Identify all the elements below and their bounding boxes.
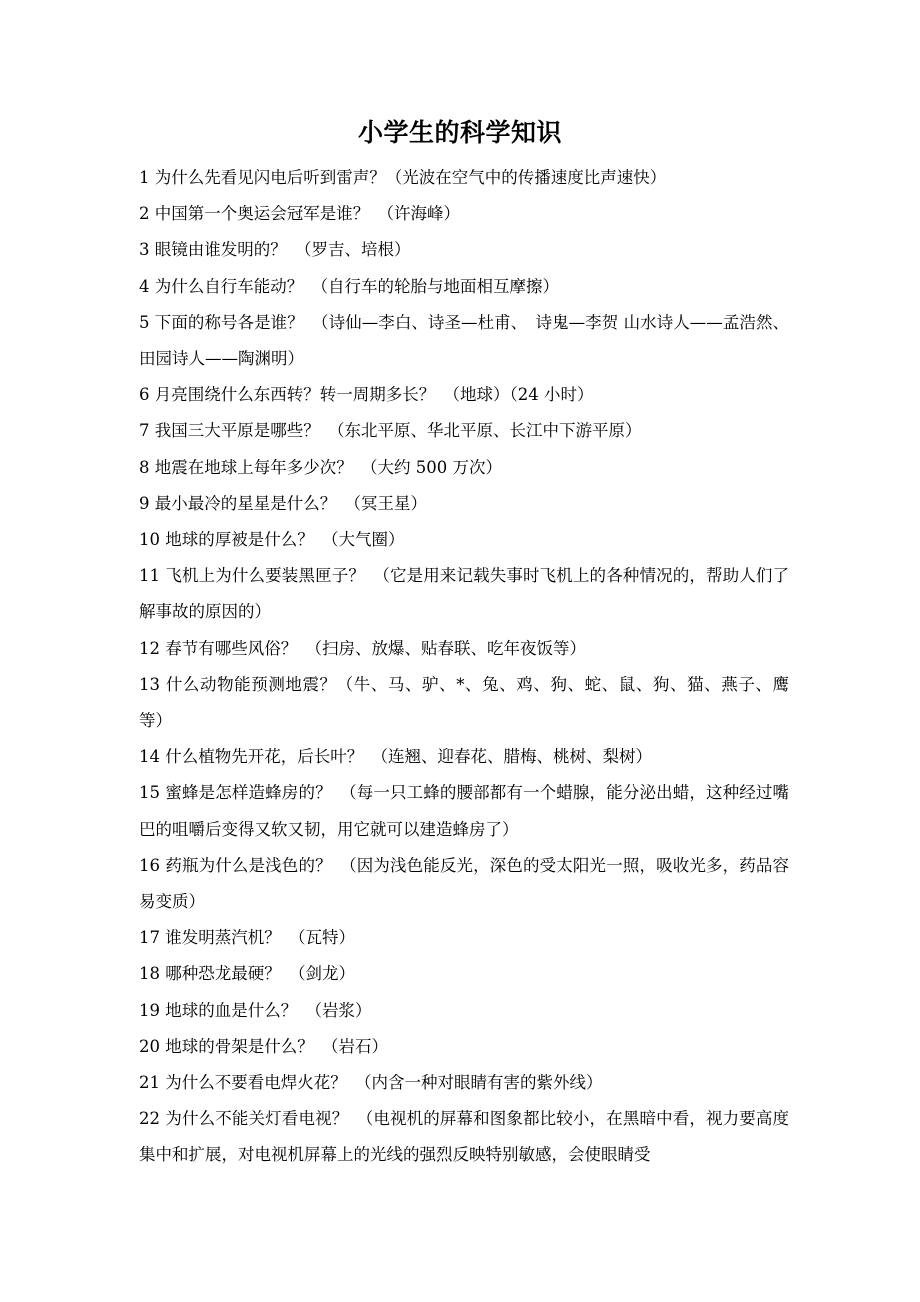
item-number: 10 [139, 530, 160, 550]
qa-item-11 [139, 558, 789, 630]
item-text: 春节有哪些风俗？ （扫房、放爆、贴春联、吃年夜饭等） [165, 638, 586, 658]
item-text: 月亮围绕什么东西转？转一周期多长？ （地球）（24 小时） [154, 385, 594, 405]
item-text: 最小最冷的星星是什么？ （冥王星） [154, 493, 427, 513]
item-number: 3 [139, 240, 150, 260]
qa-item-2 [139, 196, 789, 232]
item-number: 1 [139, 168, 150, 187]
document-title: 小学生的科学知识 [357, 118, 562, 147]
item-number: 19 [139, 1000, 160, 1020]
item-text: 哪种恐龙最硬？ （剑龙） [165, 964, 355, 984]
qa-item-22 [139, 1101, 789, 1173]
qa-item-8 [139, 450, 789, 486]
qa-item-16 [139, 848, 789, 920]
qa-item-21 [139, 1065, 789, 1101]
item-text: 为什么不能关灯看电视？ （电视机的屏幕和图象都比较小，在黑暗中看，视力要高度集中和扩展，对电视机屏幕上的光线的强烈反映特别敏感，会使眼睛受 [139, 1109, 790, 1165]
item-number: 8 [139, 457, 150, 477]
item-text: 谁发明蒸汽机？ （瓦特） [165, 928, 355, 948]
item-number: 13 [139, 674, 160, 694]
qa-item-6 [139, 377, 789, 413]
item-number: 17 [139, 928, 160, 948]
qa-item-18 [139, 956, 789, 992]
item-number: 14 [139, 747, 160, 767]
qa-item-3 [139, 232, 789, 268]
item-number: 21 [139, 1073, 160, 1093]
item-text: 为什么自行车能动？ （自行车的轮胎与地面相互摩擦） [154, 276, 559, 296]
qa-item-10 [139, 522, 789, 558]
item-text: 下面的称号各是谁？ （诗仙—李白、诗圣—杜甫、 诗鬼—李贺 山水诗人——孟浩然、田园诗人——陶渊明） [139, 312, 789, 369]
item-text: 为什么不要看电焊火花？ （内含一种对眼睛有害的紫外线） [165, 1073, 603, 1093]
item-number: 6 [139, 385, 150, 405]
item-number: 22 [139, 1109, 160, 1129]
item-number: 16 [139, 855, 160, 875]
qa-item-14 [139, 739, 789, 775]
item-number: 2 [139, 204, 150, 224]
qa-item-1 [139, 160, 789, 196]
item-text: 中国第一个奥运会冠军是谁？ （许海峰） [154, 204, 460, 224]
item-text: 我国三大平原是哪些？ （东北平原、华北平原、长江中下游平原） [154, 421, 642, 441]
qa-item-4 [139, 269, 789, 305]
qa-item-12 [139, 631, 789, 667]
item-text: 眼镜由谁发明的？ （罗吉、培根） [154, 240, 411, 260]
item-number: 11 [139, 566, 160, 586]
item-text: 为什么先看见闪电后听到雷声？（光波在空气中的传播速度比声速快） [154, 168, 667, 187]
item-text: 飞机上为什么要装黑匣子？ （它是用来记载失事时飞机上的各种情况的，帮助人们了解事故的原因的） [139, 566, 790, 622]
item-text: 地球的血是什么？ （岩浆） [165, 1000, 372, 1020]
item-text: 地球的骨架是什么？ （岩石） [165, 1036, 388, 1056]
item-number: 20 [139, 1036, 160, 1056]
item-text: 什么植物先开花，后长叶？ （连翘、迎春花、腊梅、桃树、梨树） [165, 747, 652, 767]
item-text: 蜜蜂是怎样造蜂房的？ （每一只工蜂的腰部都有一个蜡腺，能分泌出蜡，这种经过嘴巴的咀嚼后变得又软又韧，用它就可以建造蜂房了） [139, 783, 790, 839]
item-text: 药瓶为什么是浅色的？ （因为浅色能反光，深色的受太阳光一照，吸收光多，药品容易变质） [139, 855, 790, 912]
qa-item-13 [139, 667, 789, 739]
item-text: 什么动物能预测地震？（牛、马、驴、*、兔、鸡、狗、蛇、鼠、狗、猫、燕子、鹰等） [139, 674, 789, 731]
item-number: 15 [139, 783, 160, 803]
item-number: 12 [139, 638, 160, 658]
item-text: 地震在地球上每年多少次？ （大约 500 万次） [154, 457, 502, 477]
qa-list [139, 160, 789, 1174]
qa-item-5 [139, 305, 789, 377]
qa-item-17 [139, 920, 789, 956]
item-number: 9 [139, 493, 150, 513]
item-text: 地球的厚被是什么？ （大气圈） [165, 530, 405, 550]
item-number: 5 [139, 312, 150, 332]
item-number: 4 [139, 276, 150, 296]
item-number: 18 [139, 964, 160, 984]
item-number: 7 [139, 421, 150, 441]
qa-item-9 [139, 486, 789, 522]
qa-item-15 [139, 775, 789, 847]
qa-item-7 [139, 413, 789, 449]
qa-item-19 [139, 993, 789, 1029]
qa-item-20 [139, 1029, 789, 1065]
